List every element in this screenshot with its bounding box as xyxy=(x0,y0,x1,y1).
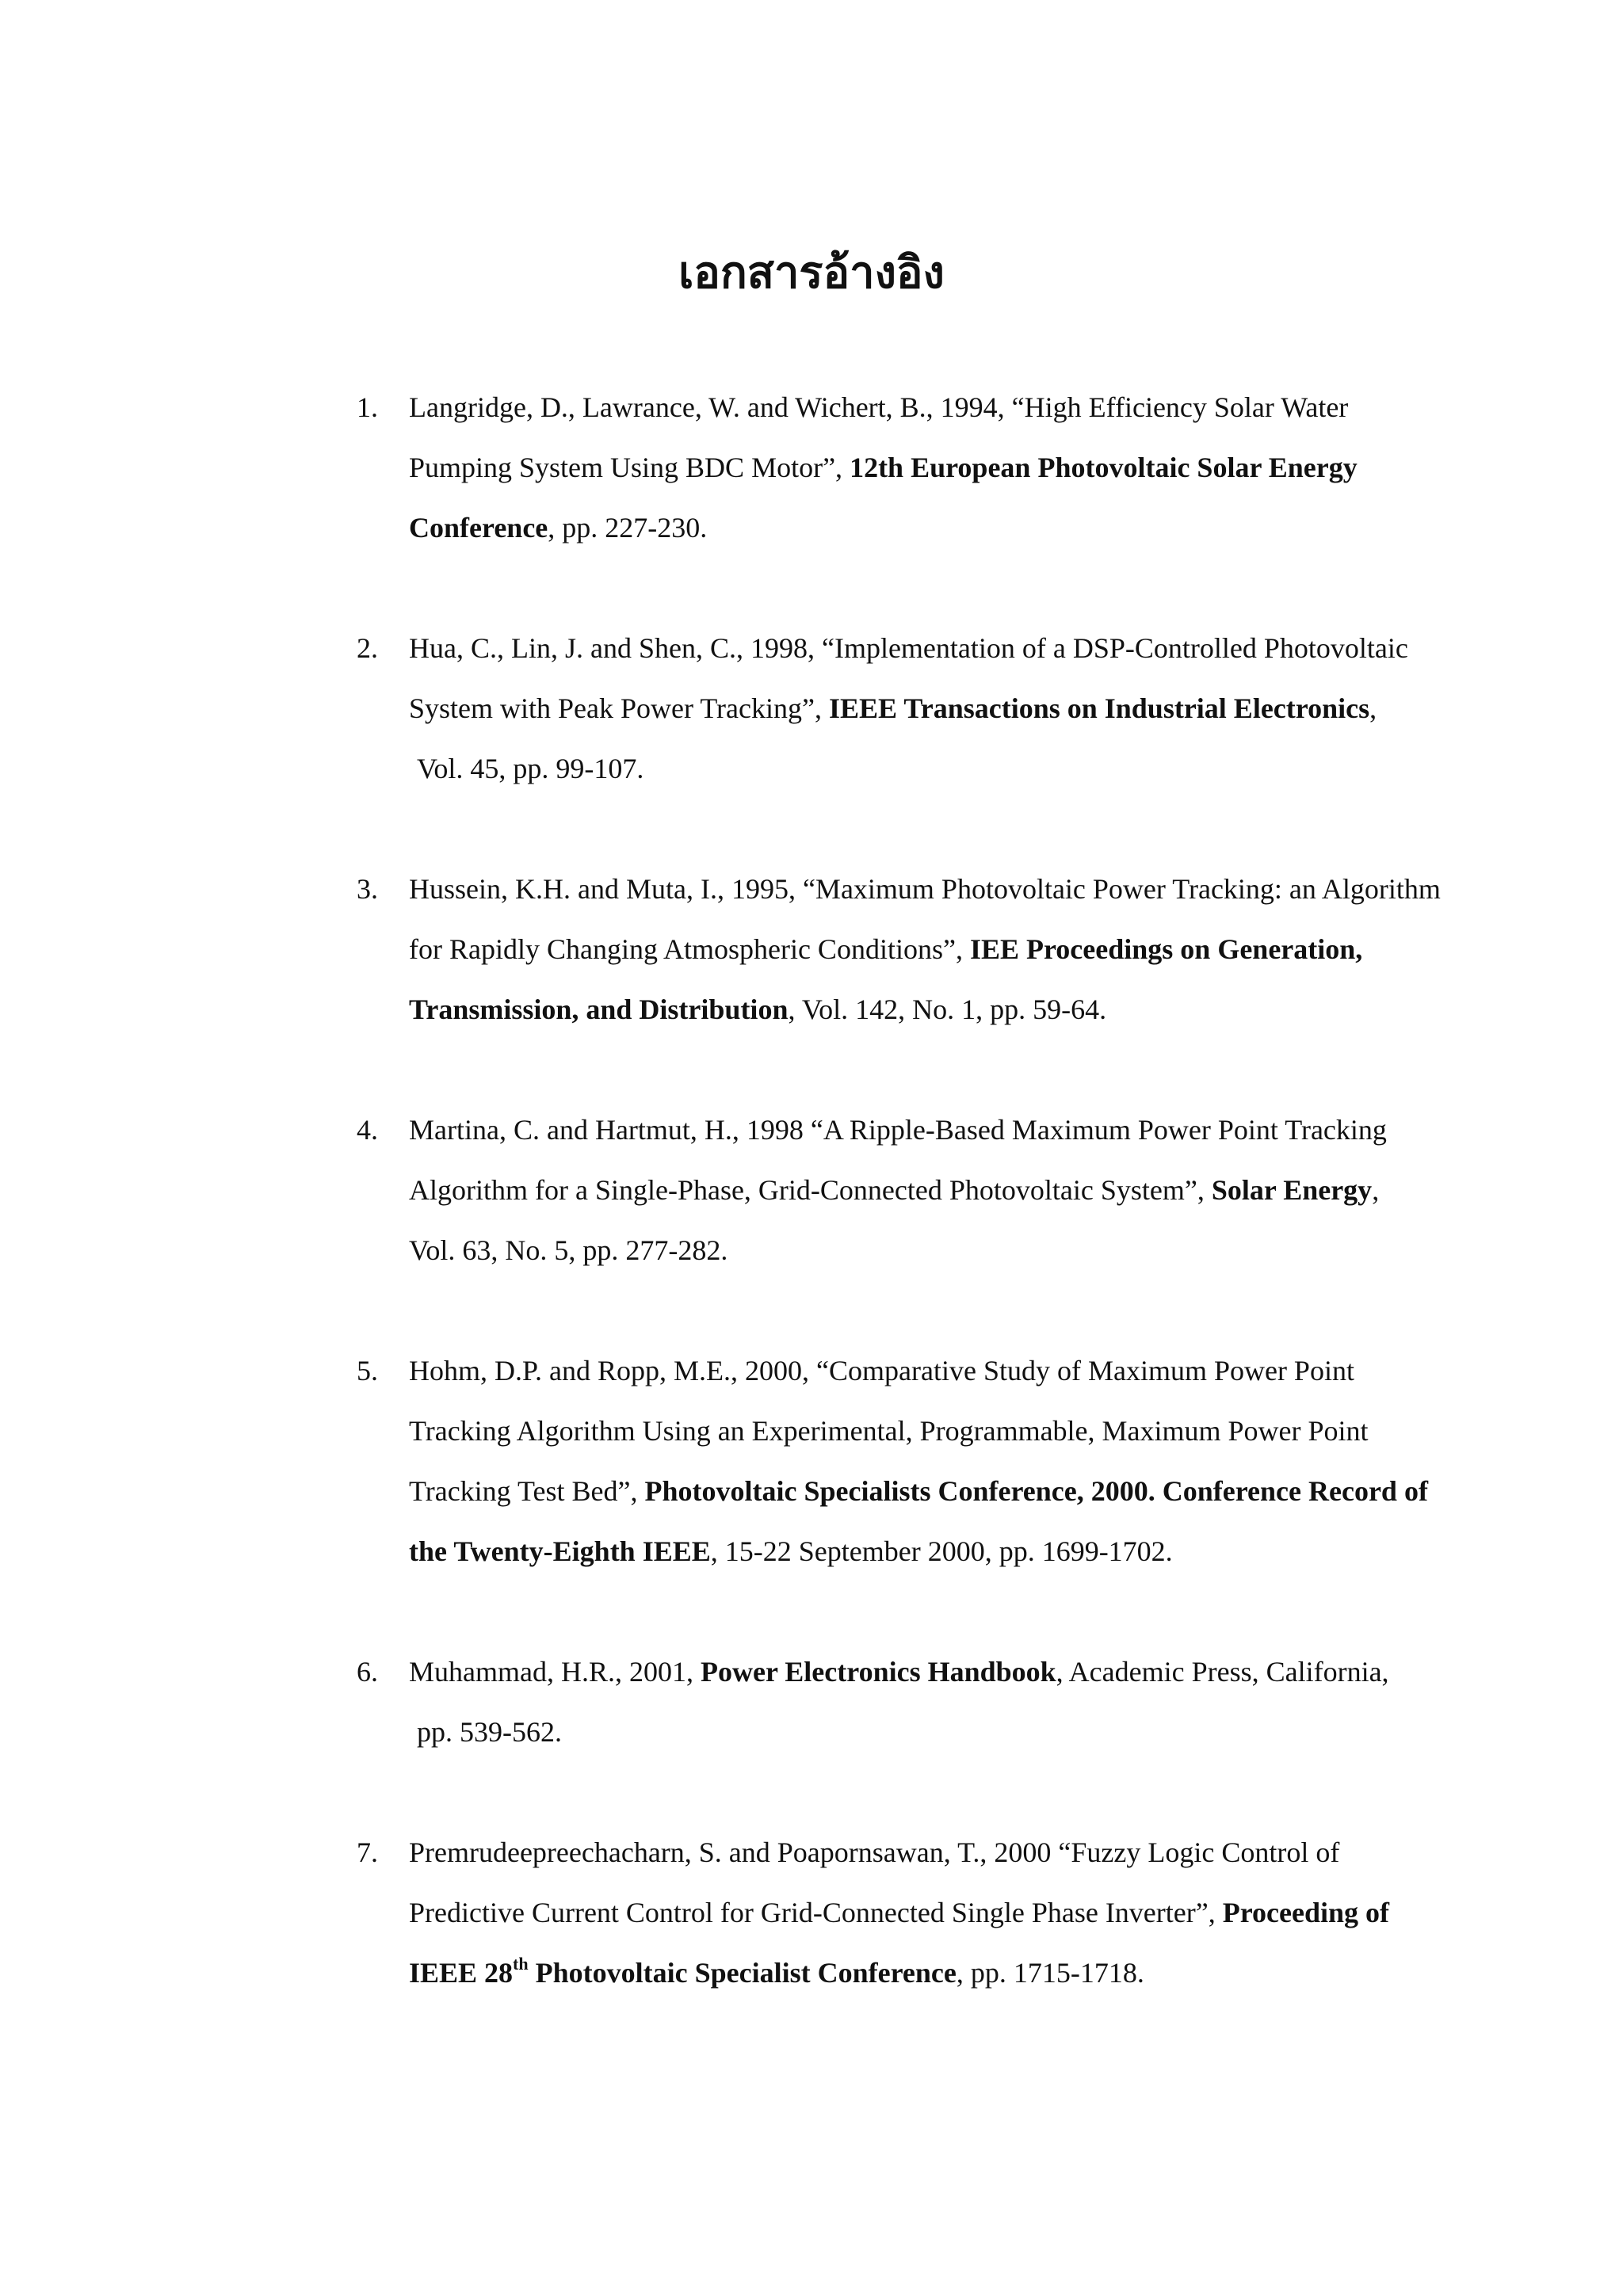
reference-item-1 xyxy=(357,377,1482,558)
reference-line: Predictive Current Control for Grid-Connected Single Phase Inverter”, Proceeding of xyxy=(409,1897,1390,1928)
publication-name: Solar Energy xyxy=(1211,1174,1373,1206)
reference-line: Vol. 63, No. 5, pp. 277-282. xyxy=(409,1234,728,1266)
reference-line: Langridge, D., Lawrance, W. and Wichert, B., 1994, “High Efficiency Solar Water xyxy=(409,391,1349,423)
reference-line: Transmission, and Distribution, Vol. 142, No. 1, pp. 59-64. xyxy=(409,994,1107,1025)
publication-name: Proceeding of xyxy=(1222,1897,1390,1928)
reference-number: 4. xyxy=(357,1114,378,1146)
reference-line: Hussein, K.H. and Muta, I., 1995, “Maximum Photovoltaic Power Tracking: an Algorithm xyxy=(409,873,1441,905)
reference-line: IEEE 28th Photovoltaic Specialist Conference, pp. 1715-1718. xyxy=(409,1954,1144,1989)
publication-name: Conference xyxy=(409,512,548,543)
reference-number: 7. xyxy=(357,1836,378,1868)
reference-line: Pumping System Using BDC Motor”, 12th European Photovoltaic Solar Energy xyxy=(409,452,1358,483)
reference-line: Algorithm for a Single-Phase, Grid-Connected Photovoltaic System”, Solar Energy, xyxy=(409,1174,1380,1206)
reference-number: 2. xyxy=(357,632,378,664)
reference-number: 3. xyxy=(357,873,378,905)
reference-line: Martina, C. and Hartmut, H., 1998 “A Ripple-Based Maximum Power Point Tracking xyxy=(409,1114,1387,1146)
reference-line: Tracking Test Bed”, Photovoltaic Specialists Conference, 2000. Conference Record of xyxy=(409,1475,1428,1507)
publication-name: Photovoltaic Specialists Conference, 2000. Conference Record of xyxy=(644,1475,1428,1507)
reference-line: Hua, C., Lin, J. and Shen, C., 1998, “Implementation of a DSP-Controlled Photovoltaic xyxy=(409,632,1408,664)
reference-item-5 xyxy=(357,1341,1482,1581)
reference-item-2 xyxy=(357,618,1482,799)
publication-name: 12th European Photovoltaic Solar Energy xyxy=(850,452,1358,483)
publication-name: IEEE 28th Photovoltaic Specialist Conference xyxy=(409,1954,957,1989)
publication-name: Transmission, and Distribution xyxy=(409,994,789,1025)
reference-line: System with Peak Power Tracking”, IEEE Transactions on Industrial Electronics, xyxy=(409,692,1377,724)
reference-item-7 xyxy=(357,1822,1482,2003)
reference-line: Hohm, D.P. and Ropp, M.E., 2000, “Comparative Study of Maximum Power Point xyxy=(409,1355,1354,1386)
publication-name: Power Electronics Handbook xyxy=(700,1656,1056,1688)
reference-line: for Rapidly Changing Atmospheric Conditions”, IEE Proceedings on Generation, xyxy=(409,933,1363,965)
reference-item-6 xyxy=(357,1642,1482,1762)
ordinal-suffix: th xyxy=(513,1954,529,1974)
reference-number: 6. xyxy=(357,1656,378,1688)
publication-name: IEEE Transactions on Industrial Electronics xyxy=(828,692,1370,724)
reference-number: 1. xyxy=(357,391,378,423)
reference-number: 5. xyxy=(357,1355,378,1386)
publication-name: IEE Proceedings on Generation, xyxy=(969,933,1363,965)
publication-name: the Twenty-Eighth IEEE xyxy=(409,1535,711,1567)
reference-line: Conference, pp. 227-230. xyxy=(409,512,708,543)
reference-item-4 xyxy=(357,1100,1482,1280)
reference-list xyxy=(357,377,1482,2003)
reference-line: Muhammad, H.R., 2001, Power Electronics Handbook, Academic Press, California, xyxy=(409,1656,1389,1688)
reference-line: Vol. 45, pp. 99-107. xyxy=(417,753,644,784)
reference-item-3 xyxy=(357,859,1482,1039)
reference-line: Premrudeepreechacharn, S. and Poapornsawan, T., 2000 “Fuzzy Logic Control of xyxy=(409,1836,1340,1868)
page-title: เอกสารอ้างอิง xyxy=(678,249,945,298)
reference-line: pp. 539-562. xyxy=(417,1716,562,1748)
reference-line: the Twenty-Eighth IEEE, 15-22 September 2000, pp. 1699-1702. xyxy=(409,1535,1173,1567)
reference-line: Tracking Algorithm Using an Experimental, Programmable, Maximum Power Point xyxy=(409,1415,1369,1447)
